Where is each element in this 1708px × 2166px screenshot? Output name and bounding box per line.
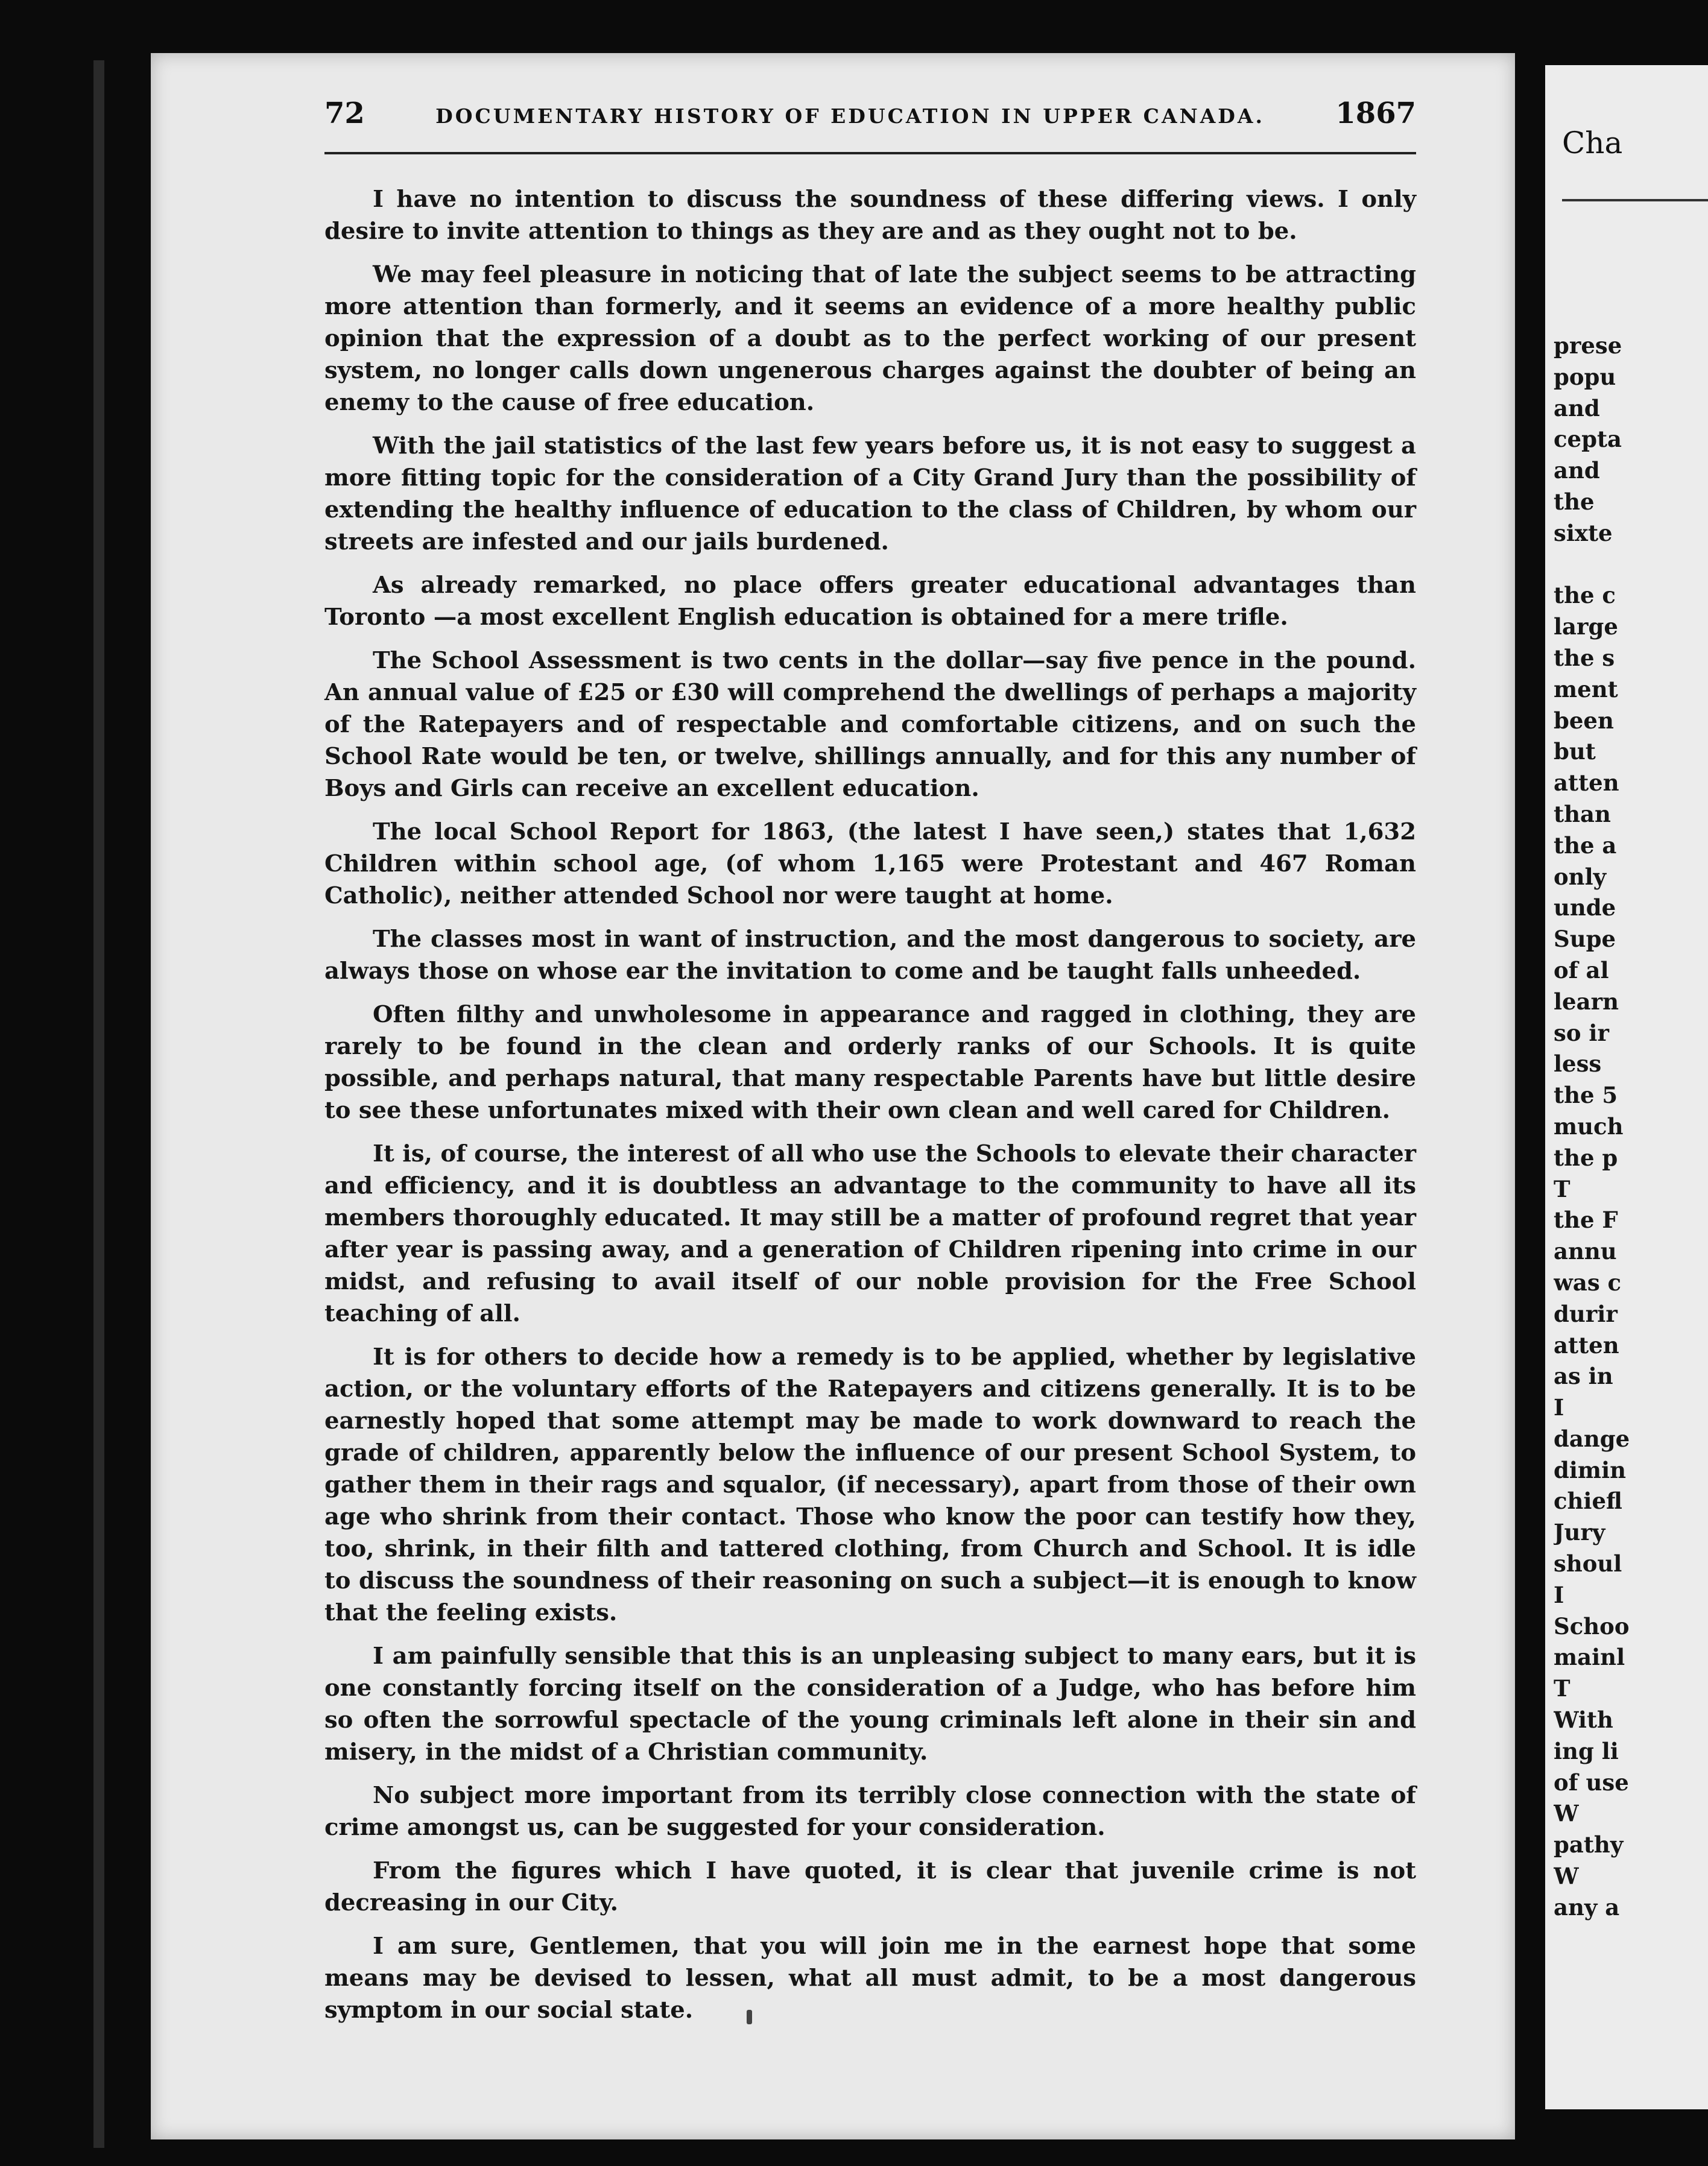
right-page-line: ing li xyxy=(1554,1737,1619,1764)
right-page-line: any a xyxy=(1554,1893,1620,1921)
right-page-line: dange xyxy=(1554,1425,1630,1452)
right-page-line: prese xyxy=(1554,332,1622,359)
right-page-line: W xyxy=(1554,1863,1579,1890)
paragraph: I am sure, Gentlemen, that you will join me in the earnest hope that some means may be devised to lessen, what all must admit, to be a most dangerous symptom in our social state. xyxy=(324,1933,1416,2024)
right-page-line: annu xyxy=(1554,1238,1617,1265)
right-page-line: pathy xyxy=(1554,1831,1624,1858)
right-page-line: shoul xyxy=(1554,1550,1622,1577)
right-page-line: durir xyxy=(1554,1300,1618,1327)
paragraph: We may feel pleasure in noticing that of late the subject seems to be attracting more attention than formerly, and it seems an evidence of a more healthy public opinion that the expression of a doubt as to the perfect working of our present system, no longer calls down ungenerous charges against the doubter of being an enemy to the cause of free education. xyxy=(324,261,1416,416)
left-page xyxy=(151,53,1515,2139)
right-page-line: Schoo xyxy=(1554,1612,1630,1640)
right-page-line: the a xyxy=(1554,832,1617,859)
right-page-line: learn xyxy=(1554,988,1619,1015)
right-page-line: the xyxy=(1554,488,1595,515)
right-page-line xyxy=(1554,549,1708,581)
scan-speck xyxy=(747,2010,752,2024)
right-page-line: cepta xyxy=(1554,426,1622,453)
right-page-line: ment xyxy=(1554,675,1618,703)
right-page-line: I xyxy=(1554,1394,1564,1421)
running-title: DOCUMENTARY HISTORY OF EDUCATION IN UPPER CANADA. xyxy=(435,104,1265,128)
page-number: 72 xyxy=(324,96,365,130)
right-page-line: unde xyxy=(1554,894,1616,921)
paragraph: As already remarked, no place offers greater educational advantages than Toronto —a most excellent English education is obtained for a mere trifle. xyxy=(324,572,1416,631)
right-page-rule xyxy=(1562,199,1708,201)
right-page-line: With xyxy=(1554,1707,1613,1734)
paragraph: I am painfully sensible that this is an unpleasing subject to many ears, but it is one constantly forcing itself on the consideration of a Judge, who has before him so often the sorrowful spectacle of the young criminals left alone in their sin and misery, in the midst of a Christian community. xyxy=(324,1643,1416,1766)
right-page-line: only xyxy=(1554,863,1607,890)
paragraph: It is for others to decide how a remedy is to be applied, whether by legislative action, or the voluntary efforts of the Ratepayers and citizens generally. It is to be earnestly hoped that some attempt may be made to work downward to reach the grade of children, apparently below the influence of our present School System, to gather them in their rags and squalor, (if necessary), apart from those of their own age who shrink from their contact. Those who know the poor can testify how they, too, shrink, in their filth and tattered clothing, from Church and School. It is idle to discuss the soundness of their reasoning on such a subject—it is enough to know that the feeling exists. xyxy=(324,1343,1416,1626)
right-page-line: but xyxy=(1554,738,1596,765)
right-page-line: the F xyxy=(1554,1207,1618,1234)
right-page-line: less xyxy=(1554,1050,1602,1078)
paragraph: With the jail statistics of the last few years before us, it is not easy to suggest a more fitting topic for the consideration of a City Grand Jury than the possibility of extending the healthy influence of education to the class of Children, by whom our streets are infested and our jails burdened. xyxy=(324,432,1416,555)
right-page-line: W xyxy=(1554,1800,1579,1827)
running-header xyxy=(324,96,1416,154)
right-page-lines xyxy=(1554,330,1708,1924)
right-page-line: dimin xyxy=(1554,1456,1627,1483)
right-page-line: Supe xyxy=(1554,926,1616,953)
paragraph: From the figures which I have quoted, it is clear that juvenile crime is not decreasing in our City. xyxy=(324,1857,1416,1916)
paragraph: No subject more important from its terribly close connection with the state of crime amongst us, can be suggested for your consideration. xyxy=(324,1782,1416,1841)
right-page-line: large xyxy=(1554,613,1618,640)
right-page-header-fragment: Cha xyxy=(1562,125,1623,160)
right-page-line: was c xyxy=(1554,1269,1622,1296)
right-page-line: the p xyxy=(1554,1144,1618,1171)
right-page-line: so ir xyxy=(1554,1019,1609,1046)
right-page-line: I xyxy=(1554,1581,1564,1608)
right-page-line: atten xyxy=(1554,1331,1619,1359)
right-page-line: atten xyxy=(1554,769,1619,797)
right-page-line: than xyxy=(1554,800,1611,827)
right-page-line: much xyxy=(1554,1113,1624,1140)
right-page-line: chiefl xyxy=(1554,1488,1622,1515)
page-content xyxy=(324,96,1416,2038)
right-page-line: and xyxy=(1554,394,1600,422)
right-page-line: been xyxy=(1554,707,1614,734)
paragraph: The local School Report for 1863, (the latest I have seen,) states that 1,632 Children within school age, (of whom 1,165 were Protestant and 467 Roman Catholic), neither attended School nor were taught at home. xyxy=(324,818,1416,909)
paragraph: The School Assessment is two cents in the dollar—say five pence in the pound. An annual value of £25 or £30 will comprehend the dwellings of perhaps a majority of the Ratepayers and of respectable and comfortable citizens, and on such the School Rate would be ten, or twelve, shillings annually, and for this any number of Boys and Girls can receive an excellent education. xyxy=(324,647,1416,802)
right-page-line: of al xyxy=(1554,956,1609,984)
paragraph: It is, of course, the interest of all who use the Schools to elevate their character and efficiency, and it is doubtless an advantage to the community to have all its members thoroughly educated. It may still be a matter of profound regret that year after year is passing away, and a generation of Children ripening into crime in our midst, and refusing to avail itself of our noble provision for the Free School teaching of all. xyxy=(324,1140,1416,1327)
right-page-line: popu xyxy=(1554,363,1616,390)
paragraph: The classes most in want of instruction, and the most dangerous to society, are always those on whose ear the invitation to come and be taught falls unheeded. xyxy=(324,926,1416,985)
header-year: 1867 xyxy=(1335,96,1416,130)
book-gutter-edge xyxy=(93,60,104,2148)
right-page-line: the 5 xyxy=(1554,1082,1618,1109)
right-page-line: of use xyxy=(1554,1769,1629,1796)
right-page-line: T xyxy=(1554,1175,1570,1202)
right-page-line: as in xyxy=(1554,1363,1613,1390)
paragraph: I have no intention to discuss the soundness of these differing views. I only desire to invite attention to things as they are and as they ought not to be. xyxy=(324,186,1416,245)
right-page-line: sixte xyxy=(1554,519,1613,546)
body-text xyxy=(324,183,1416,2026)
right-page-line: Jury xyxy=(1554,1519,1605,1546)
right-page-line: T xyxy=(1554,1675,1570,1702)
right-page-fragment xyxy=(1545,65,1708,2109)
right-page-line: the c xyxy=(1554,582,1616,609)
paragraph: Often filthy and unwholesome in appearance and ragged in clothing, they are rarely to be found in the clean and orderly ranks of our Schools. It is quite possible, and perhaps natural, that many respectable Parents have but little desire to see these unfortunates mixed with their own clean and well cared for Children. xyxy=(324,1001,1416,1124)
right-page-line: the s xyxy=(1554,644,1615,671)
right-page-line: and xyxy=(1554,457,1600,484)
right-page-line: mainl xyxy=(1554,1644,1625,1671)
